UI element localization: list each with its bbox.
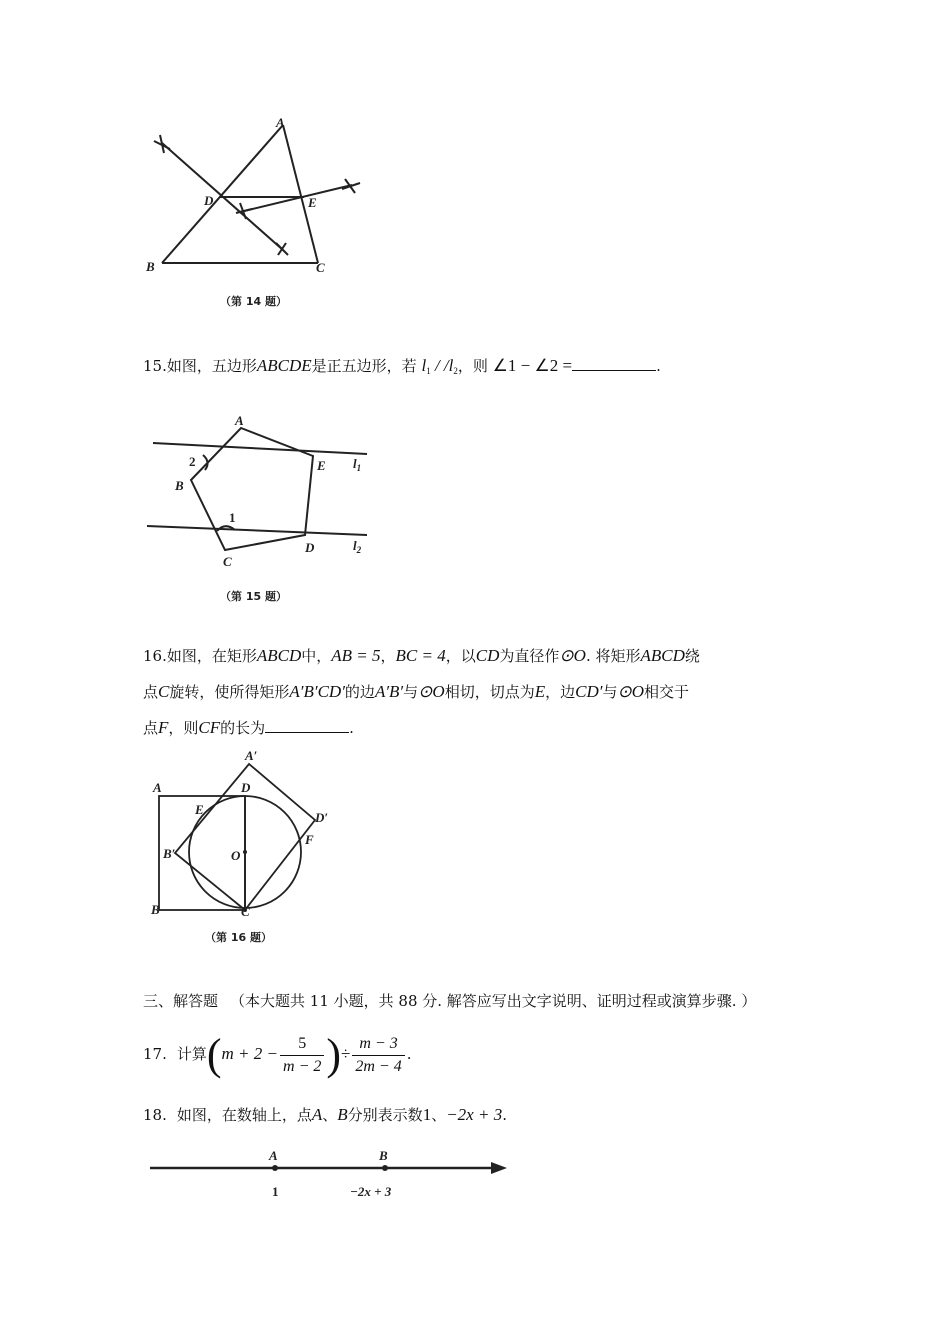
question-number: 18. bbox=[143, 1106, 167, 1124]
label-D: D bbox=[241, 780, 251, 795]
label-A: A bbox=[153, 780, 162, 795]
angle-1-label: 1 bbox=[229, 510, 236, 525]
question-16-line-3: 点F，则CF的长为 . bbox=[143, 718, 354, 737]
label-D-prime: D′ bbox=[315, 810, 329, 825]
label-B: B bbox=[175, 478, 184, 493]
label-A: A bbox=[276, 115, 285, 130]
point-A-value: 1 bbox=[272, 1184, 279, 1199]
label-B: B bbox=[146, 259, 155, 274]
label-D: D bbox=[204, 193, 214, 208]
point-A-label: A bbox=[269, 1148, 278, 1163]
figure-18-number-line bbox=[145, 1140, 525, 1210]
question-number: 16. bbox=[143, 647, 167, 665]
question-17: 17. 计算(m + 2 − $\frac{5}{m - 2}$ )÷ $\frac{m - 3}{2m - 4}$ . bbox=[143, 1030, 412, 1079]
label-E: E bbox=[317, 458, 326, 473]
label-E: E bbox=[308, 195, 317, 210]
section-title: 三、解答题 bbox=[143, 992, 219, 1010]
point-B-value: −2x + 3 bbox=[350, 1184, 392, 1199]
answer-blank[interactable] bbox=[265, 720, 349, 733]
label-O: O bbox=[231, 848, 241, 863]
label-A: A bbox=[235, 413, 244, 428]
point-B-label: B bbox=[379, 1148, 388, 1163]
label-l1: $l_1$ bbox=[353, 456, 362, 473]
answer-blank[interactable] bbox=[572, 358, 656, 371]
figure-14 bbox=[140, 115, 380, 315]
section-note: （本大题共 11 小题，共 88 分. 解答应写出文字说明、证明过程或演算步骤. ） bbox=[230, 992, 757, 1010]
figure-16-caption: （第 16 题） bbox=[205, 931, 272, 944]
fraction: $\frac{5}{m - 2}$ bbox=[280, 1035, 324, 1076]
figure-16 bbox=[145, 748, 345, 953]
question-16-line-2: 点C旋转，使所得矩形A′B′CD′的边A′B′与⊙O相切，切点为E，边CD′与⊙O相交于 bbox=[143, 682, 690, 701]
label-B: B bbox=[151, 902, 160, 917]
label-C: C bbox=[241, 904, 250, 919]
question-number: 15. bbox=[143, 357, 167, 375]
label-A-prime: A′ bbox=[245, 748, 258, 763]
angle-2-label: 2 bbox=[189, 454, 196, 469]
fraction: $\frac{m - 3}{2m - 4}$ bbox=[352, 1035, 404, 1076]
label-D: D bbox=[305, 540, 315, 555]
label-E: E bbox=[195, 802, 204, 817]
question-number: 17. bbox=[143, 1045, 167, 1063]
label-C: C bbox=[223, 554, 232, 569]
section-header bbox=[143, 990, 756, 1012]
figure-15-caption: （第 15 题） bbox=[220, 590, 287, 603]
question-18: 18. 如图，在数轴上，点A、B分别表示数1、−2x + 3. bbox=[143, 1105, 507, 1124]
label-F: F bbox=[305, 832, 314, 847]
figure-15 bbox=[145, 410, 385, 610]
label-C: C bbox=[316, 260, 325, 275]
question-15: 15.如图，五边形ABCDE是正五边形，若 $l_1 / /l_2$，则 ∠1 − ∠2 = . bbox=[143, 356, 661, 376]
question-16-line-1: 16.如图，在矩形ABCD中，AB = 5，BC = 4，以CD为直径作⊙O. 将矩形ABCD绕 bbox=[143, 646, 700, 665]
label-l2: $l_2$ bbox=[353, 538, 362, 555]
label-B-prime: B′ bbox=[163, 846, 176, 861]
figure-14-caption: （第 14 题） bbox=[220, 295, 287, 308]
